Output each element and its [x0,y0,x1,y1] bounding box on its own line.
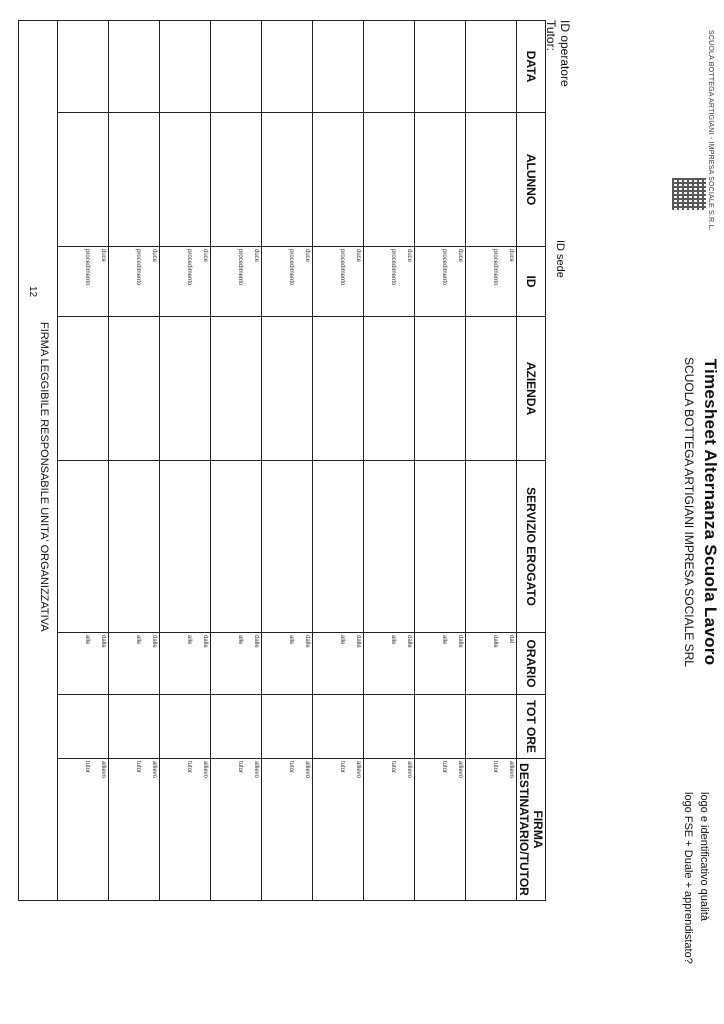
firma-cell[interactable]: allievo tutor [108,759,159,901]
logo-fse-note: logo FSE + Duale + apprendistato? [682,792,694,964]
header-organization-line: SCUOLA BOTTEGA ARTIGIANI - IMPRESA SOCIALE S.R.L. [707,30,714,231]
orario-cell[interactable]: dalle alle [261,633,312,695]
tot-ore-cell[interactable] [261,695,312,759]
orario-cell[interactable]: dalle alle [159,633,210,695]
azienda-cell[interactable] [57,317,108,461]
tot-ore-cell[interactable] [414,695,465,759]
servizio-cell[interactable] [363,461,414,633]
firma-cell[interactable]: allievo tutor [312,759,363,901]
servizio-cell[interactable] [465,461,516,633]
data-cell[interactable] [261,21,312,113]
tot-ore-cell[interactable] [159,695,210,759]
page-subtitle: SCUOLA BOTTEGA ARTIGIANI IMPRESA SOCIALE SRL [682,357,696,667]
servizio-cell[interactable] [159,461,210,633]
data-cell[interactable] [465,21,516,113]
column-header-data: DATA [517,21,546,113]
alunno-cell[interactable] [363,113,414,247]
page-number: 12 [27,286,38,298]
firma-cell[interactable]: allievo tutor [363,759,414,901]
orario-cell[interactable]: dalle alle [108,633,159,695]
servizio-cell[interactable] [108,461,159,633]
servizio-cell[interactable] [312,461,363,633]
firma-cell[interactable]: allievo tutor [210,759,261,901]
id-cell[interactable]: duce procedimento [465,247,516,317]
orario-cell[interactable]: dal dalle [465,633,516,695]
data-cell[interactable] [210,21,261,113]
orario-cell[interactable]: dalle alle [312,633,363,695]
tot-ore-cell[interactable] [108,695,159,759]
azienda-cell[interactable] [312,317,363,461]
azienda-cell[interactable] [159,317,210,461]
table-row [159,21,210,901]
data-cell[interactable] [57,21,108,113]
id-cell[interactable]: duce procedimento [57,247,108,317]
id-operatore-label: ID operatore [558,20,572,87]
logo-quality-note: logo e identificativo qualità [698,792,710,922]
firma-cell[interactable]: allievo tutor [159,759,210,901]
azienda-cell[interactable] [363,317,414,461]
azienda-cell[interactable] [261,317,312,461]
page-title: Timesheet Alternanza Scuola Lavoro [701,358,720,666]
azienda-cell[interactable] [210,317,261,461]
orario-cell[interactable]: dalle alle [57,633,108,695]
table-row [363,21,414,901]
column-header-firma: FIRMA DESTINATARIO/TUTOR [517,759,546,901]
tot-ore-cell[interactable] [57,695,108,759]
servizio-cell[interactable] [261,461,312,633]
id-cell[interactable]: duce procedimento [312,247,363,317]
table-row [57,21,108,901]
orario-cell[interactable]: dalle alle [363,633,414,695]
alunno-cell[interactable] [108,113,159,247]
id-cell[interactable]: duce procedimento [159,247,210,317]
table-row [312,21,363,901]
azienda-cell[interactable] [465,317,516,461]
data-cell[interactable] [414,21,465,113]
column-header-orario: ORARIO [517,633,546,695]
data-cell[interactable] [159,21,210,113]
id-cell[interactable]: duce procedimento [363,247,414,317]
tot-ore-cell[interactable] [210,695,261,759]
azienda-cell[interactable] [108,317,159,461]
tot-ore-cell[interactable] [363,695,414,759]
alunno-cell[interactable] [261,113,312,247]
column-header-servizio: SERVIZIO EROGATO [517,461,546,633]
alunno-cell[interactable] [57,113,108,247]
column-header-tot-ore: TOT ORE [517,695,546,759]
id-cell[interactable]: duce procedimento [108,247,159,317]
alunno-cell[interactable] [210,113,261,247]
firma-leggibile-label: FIRMA LEGGIBILE RESPONSABILE UNITA' ORGANIZZATIVA [38,322,50,632]
column-header-id: ID [517,247,546,317]
data-cell[interactable] [312,21,363,113]
tot-ore-cell[interactable] [465,695,516,759]
data-cell[interactable] [108,21,159,113]
table-row [261,21,312,901]
column-header-azienda: AZIENDA [517,317,546,461]
servizio-cell[interactable] [210,461,261,633]
id-cell[interactable]: duce procedimento [210,247,261,317]
azienda-cell[interactable] [414,317,465,461]
table-row [210,21,261,901]
servizio-cell[interactable] [57,461,108,633]
orario-cell[interactable]: dalle alle [414,633,465,695]
id-sede-label: ID sede [554,240,566,278]
timesheet-table [18,20,546,900]
servizio-cell[interactable] [414,461,465,633]
tot-ore-cell[interactable] [312,695,363,759]
tutor-label: Tutor: [544,20,558,51]
id-cell[interactable]: duce procedimento [414,247,465,317]
orario-cell[interactable]: dalle alle [210,633,261,695]
id-cell[interactable]: duce procedimento [261,247,312,317]
alunno-cell[interactable] [312,113,363,247]
table-header-row [517,21,546,901]
alunno-cell[interactable] [465,113,516,247]
firma-cell[interactable]: allievo tutor [465,759,516,901]
alunno-cell[interactable] [414,113,465,247]
firma-cell[interactable]: allievo tutor [261,759,312,901]
firma-cell[interactable]: allievo tutor [57,759,108,901]
table-row [108,21,159,901]
table-row [414,21,465,901]
column-header-alunno: ALUNNO [517,113,546,247]
alunno-cell[interactable] [159,113,210,247]
table-row [465,21,516,901]
data-cell[interactable] [363,21,414,113]
firma-cell[interactable]: allievo tutor [414,759,465,901]
